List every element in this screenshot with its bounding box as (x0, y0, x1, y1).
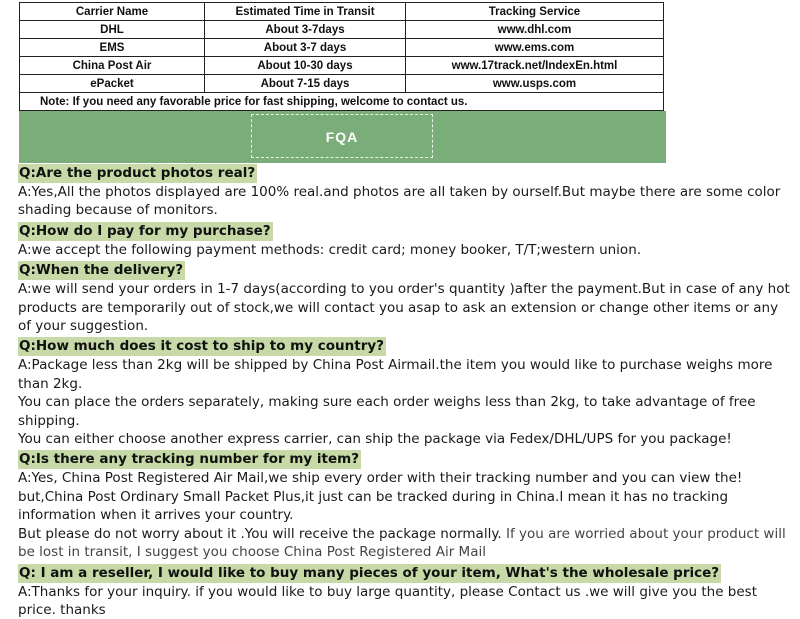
faq-section (18, 162, 793, 619)
faq-answer: You can either choose another express carrier, can ship the package via Fedex/DHL/UPS for you package! (18, 430, 793, 448)
faq-question: Q:Is there any tracking number for my item? (18, 450, 361, 469)
faq-answer-text: But please do not worry about it .You will receive the package normally. (18, 526, 502, 542)
carrier-cell: EMS (20, 39, 205, 57)
faq-item (18, 162, 793, 220)
faq-item (18, 220, 793, 259)
column-header: Estimated Time in Transit (205, 3, 406, 21)
table-header-row (20, 3, 664, 21)
faq-item (18, 562, 793, 619)
faq-answer: You can place the orders separately, making sure each order weighs less than 2kg, to take advantage of free shipping. (18, 393, 793, 430)
faq-question: Q:Are the product photos real? (18, 164, 257, 183)
faq-answer-highlight: If you are worried about your product will be lost in transit, I suggest you choose China Post Registered Air Mail (18, 526, 786, 560)
table-row (20, 21, 664, 39)
transit-time-cell: About 7-15 days (205, 75, 406, 93)
carrier-cell: China Post Air (20, 57, 205, 75)
faq-item (18, 335, 793, 448)
table-row (20, 39, 664, 57)
faq-answer: A:we accept the following payment methods: credit card; money booker, T/T;western union. (18, 241, 793, 259)
faq-item (18, 259, 793, 335)
faq-answer: A:Yes,All the photos displayed are 100% real.and photos are all taken by ourself.But maybe there are some color shading because of monitors. (18, 183, 793, 220)
faq-question: Q:How much does it cost to ship to my country? (18, 337, 386, 356)
carrier-cell: DHL (20, 21, 205, 39)
tracking-cell: www.dhl.com (406, 21, 664, 39)
shipping-note: Note: If you need any favorable price for fast shipping, welcome to contact us. (20, 93, 664, 111)
fqa-title: FQA (252, 129, 432, 145)
transit-time-cell: About 10-30 days (205, 57, 406, 75)
faq-answer: A:we will send your orders in 1-7 days(according to you order's quantity )after the payment.But in case of any hot products are temporarily out of stock,we will contact you asap to ask an extension or change other items or any of your suggestion. (18, 280, 793, 335)
faq-answer: A:Package less than 2kg will be shipped by China Post Airmail.the item you would like to purchase weighs more than 2kg. (18, 356, 793, 393)
table-row (20, 75, 664, 93)
faq-answer: but,China Post Ordinary Small Packet Plus,it just can be tracked during in China.I mean it has no tracking information when it arrives your country. (18, 488, 793, 525)
faq-item (18, 448, 793, 561)
faq-question: Q: I am a reseller, I would like to buy many pieces of your item, What's the wholesale price? (18, 564, 721, 583)
faq-answer: A:Yes, China Post Registered Air Mail,we ship every order with their tracking number and you can view the! (18, 469, 793, 487)
table-note-row (20, 93, 664, 111)
column-header: Carrier Name (20, 3, 205, 21)
tracking-cell: www.17track.net/IndexEn.html (406, 57, 664, 75)
faq-question: Q:When the delivery? (18, 261, 185, 280)
shipping-table (19, 2, 664, 111)
faq-question: Q:How do I pay for my purchase? (18, 222, 273, 241)
faq-answer (18, 525, 793, 562)
fqa-title-box (251, 114, 433, 158)
column-header: Tracking Service (406, 3, 664, 21)
fqa-banner (19, 111, 666, 163)
tracking-cell: www.ems.com (406, 39, 664, 57)
faq-answer: A:Thanks for your inquiry. if you would like to buy large quantity, please Contact us .we will give you the best price. thanks (18, 583, 793, 619)
transit-time-cell: About 3-7 days (205, 39, 406, 57)
transit-time-cell: About 3-7days (205, 21, 406, 39)
carrier-cell: ePacket (20, 75, 205, 93)
tracking-cell: www.usps.com (406, 75, 664, 93)
table-row (20, 57, 664, 75)
